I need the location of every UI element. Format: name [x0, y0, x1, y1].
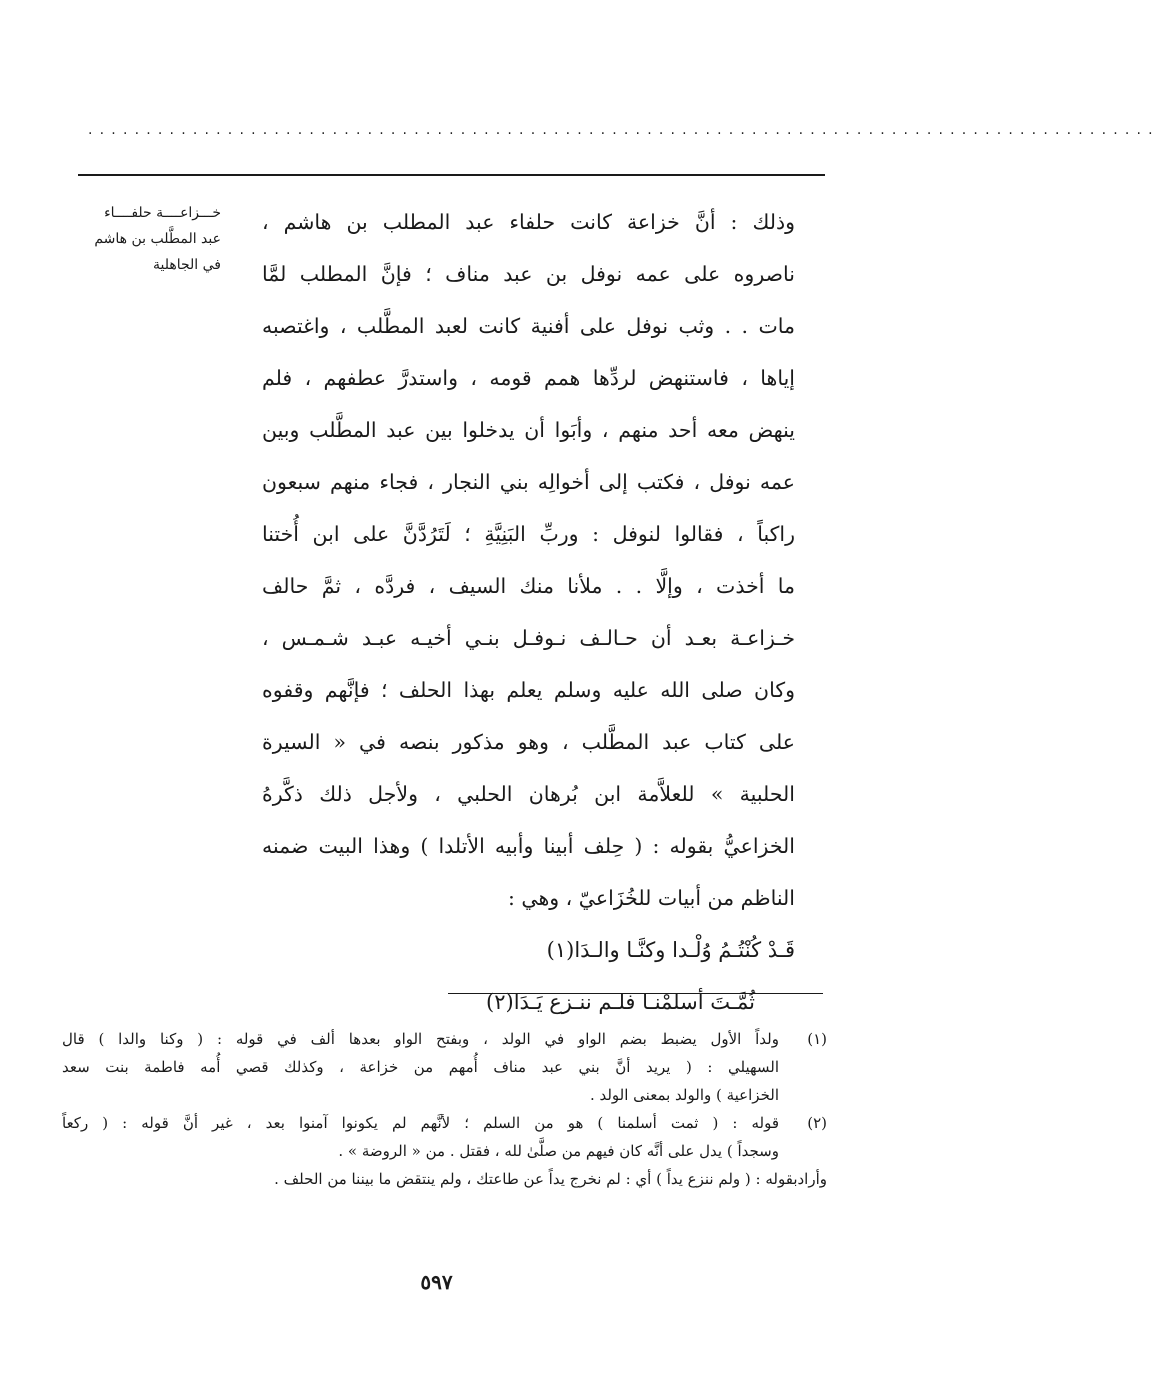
poem-line: ثُمَّـتَ أسلمْنـا فلـم ننـزع يَـدَا(٢): [486, 990, 755, 1014]
body-line: مات . . وثب نوفل على أفنية كانت لعبد المطَّلب ، واغتصبه: [262, 314, 795, 338]
header-rule: [78, 174, 825, 176]
body-line: الناظم من أبيات للخُزَاعيّ ، وهي :: [507, 886, 795, 910]
margin-note: [71, 200, 221, 278]
top-dotted-rule: ............................................................................................: [88, 122, 1160, 138]
body-line: ما أخذت ، وإلَّا . . ملأنا منك السيف ، فردَّه ، ثمَّ حالف: [262, 574, 795, 598]
footnote-line: الخزاعية ) والولد بمعنى الولد .: [589, 1086, 779, 1104]
margin-note-line: خـــزاعــــة حلفــــاء: [104, 205, 221, 221]
footnote: [62, 1025, 827, 1109]
footnotes: [62, 1025, 827, 1193]
footnote-number: (٢): [807, 1114, 827, 1132]
body-line: ناصروه على عمه نوفل بن عبد مناف ؛ فإنَّ المطلب لمَّا: [262, 262, 795, 286]
body-line: عمه نوفل ، فكتب إلى أخوالِه بني النجار ، فجاء منهم سبعون: [262, 470, 795, 494]
margin-note-line: عبد المطَّلب بن هاشم: [94, 231, 221, 247]
page-number: ٥٩٧: [420, 1270, 453, 1294]
body-line: الخزاعيُّ بقوله : ( حِلف أبينا وأبيه الأتلدا ) وهذا البيت ضمنه: [262, 834, 795, 858]
footnote-number: (١): [807, 1030, 827, 1048]
body-line: إياها ، فاستنهض لردِّها همم قومه ، واستدرَّ عطفهم ، فلم: [262, 366, 795, 390]
body-line: وذلك : أنَّ خزاعة كانت حلفاء عبد المطلب بن هاشم ،: [262, 210, 795, 234]
footnote-line: السهيلي : ( يريد أنَّ بني عبد مناف أُمهم من خزاعة ، وكذلك قصي أُمه فاطمة بنت سعد: [62, 1058, 779, 1076]
body-line: على كتاب عبد المطَّلب ، وهو مذكور بنصه في « السيرة: [262, 730, 795, 754]
body-line: خـزاعـة بعـد أن حـالـف نـوفـل بنـي أخيـه عبـد شـمـس ،: [262, 626, 795, 650]
footnote-line: قوله : ( ثمت أسلمنا ) هو من السلم ؛ لأنَّهم لم يكونوا آمنوا بعد ، غير أنَّ قوله : ( ركعاً: [62, 1114, 779, 1132]
footnote-line: وسجداً ) يدل على أنَّه كان فيهم من صلَّىٰ لله ، فقتل . من « الروضة » .: [338, 1142, 779, 1160]
footnote-line: ولداً الأول يضبط بضم الواو في الولد ، وبفتح الواو بعدها ألف في قوله : ( وكنا والدا ) قال: [62, 1030, 779, 1048]
footnote-rule: [448, 993, 823, 994]
footnote: [62, 1109, 827, 1165]
footnote-continuation: وأرادبقوله : ( ولم ننزع يداً ) أي : لم نخرج يداً عن طاعتك ، ولم ينتقض ما بيننا من الحلف .: [274, 1170, 827, 1188]
poem-line: قَـدْ كُنْتُـمُ وُلْـدا وكنَّـا والـدَا(١): [546, 938, 795, 962]
body-line: وكان صلى الله عليه وسلم يعلم بهذا الحلف ؛ فإنَّهم وقفوه: [262, 678, 795, 702]
main-text: [262, 196, 795, 1028]
body-line: الحلبية » للعلاَّمة ابن بُرهان الحلبي ، ولأجل ذلك ذكَّرهُ: [262, 782, 795, 806]
body-line: ينهض معه أحد منهم ، وأبَوا أن يدخلوا بين عبد المطَّلب وبين: [262, 418, 795, 442]
body-line: راكباً ، فقالوا لنوفل : وربِّ البَنِيَّةِ ؛ لَتَرُدَّنَّ على ابن أُختنا: [262, 522, 795, 546]
margin-note-line: في الجاهلية: [152, 257, 221, 273]
